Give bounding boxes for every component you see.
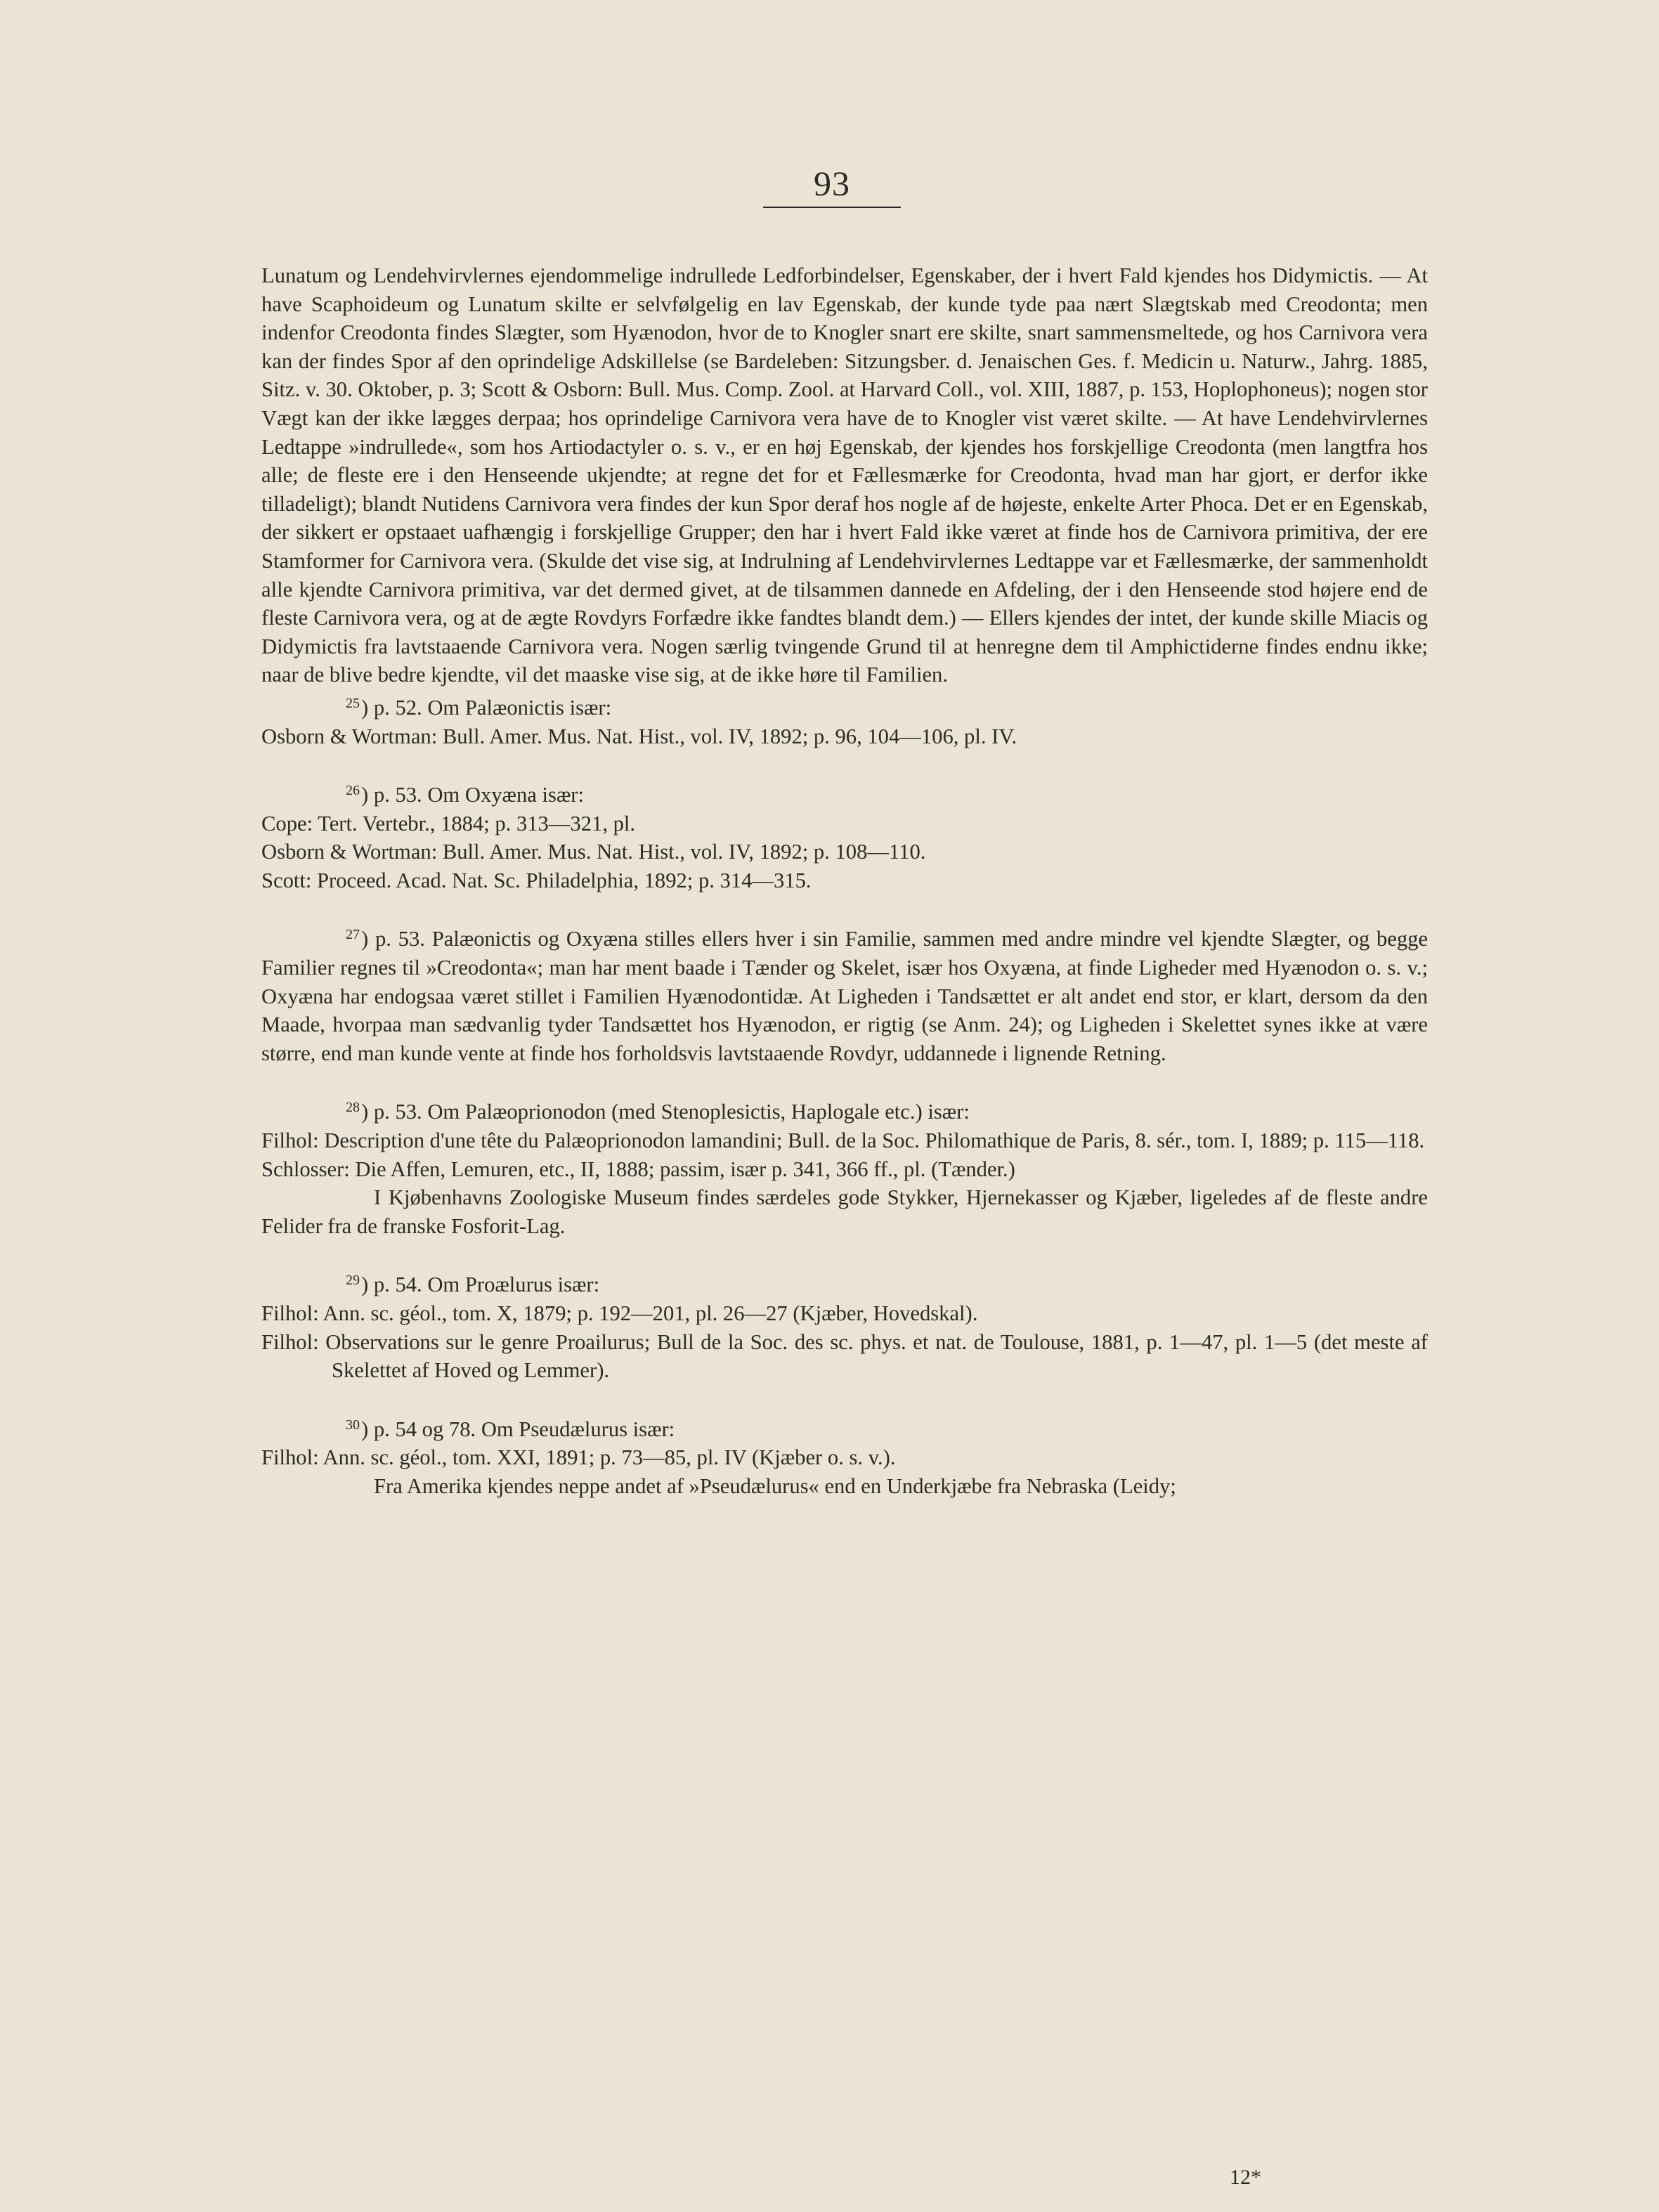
reference-line: Filhol: Ann. sc. géol., tom. XXI, 1891; p. 73—85, pl. IV (Kjæber o. s. v.). — [261, 1445, 896, 1470]
note-number: 27 — [346, 927, 360, 943]
note-heading: $^{26}$) p. 53. Om Oxyæna især: — [346, 783, 584, 807]
note-heading-text: p. 54. Om Proælurus især: — [373, 1273, 600, 1297]
note-remark: Fra Amerika kjendes neppe andet af »Pseudælurus« end en Underkjæbe fra Nebraska (Leidy; — [374, 1473, 1176, 1498]
note-heading: $^{27}$) p. 53. Palæonictis og Oxyæna stilles ellers hver i sin Familie, sammen med andre mindre vel kjendte Slægter, og begge Familier regnes til »Creodonta«; man har ment baade i Tænder og Skelet, især hos Oxyæna, at finde Ligheder med Hyænodon o. s. v.; Oxyæna har endogsaa været stillet i Familien Hyænodontidæ. At Ligheden i Tandsættet er alt andet end stor, er klart, dersom da den Maade, hvorpaa man sædvanlig tyder Tandsættet hos Hyænodon, er rigtig (se Anm. 24); og Ligheden i Skelettet synes ikke at være større, end man kunde vente at finde hos forholdsvis lavtstaaende Rovdyr, uddannede i lignende Retning. — [261, 927, 1428, 1065]
note-heading-text: p. 53. Om Palæoprionodon (med Stenoplesictis, Haplogale etc.) især: — [373, 1100, 970, 1124]
reference-line: Filhol: Description d'une tête du Palæoprionodon lamandini; Bull. de la Soc. Philomathique de Paris, 8. sér., tom. I, 1889; p. 115—118. — [261, 1128, 1425, 1153]
signature-mark: 12* — [1230, 2166, 1261, 2189]
reference-line: Scott: Proceed. Acad. Nat. Sc. Philadelphia, 1892; p. 314—315. — [261, 868, 812, 892]
note-heading: $^{28}$) p. 53. Om Palæoprionodon (med Stenoplesictis, Haplogale etc.) især: — [346, 1100, 970, 1124]
reference-line: Cope: Tert. Vertebr., 1884; p. 313—321, pl. — [261, 811, 636, 835]
reference-line: Schlosser: Die Affen, Lemuren, etc., II, 1888; passim, især p. 341, 366 ff., pl. (Tænder.) — [261, 1157, 1015, 1181]
intro-paragraph: Lunatum og Lendehvirvlernes ejendommelige indrullede Ledforbindelser, Egenskaber, der i hvert Fald kjendes hos Didymictis. — At have Scaphoideum og Lunatum skilte er selvfølgelig en lav Egenskab, der kunde tyde paa nært Slægtskab med Creodonta; men indenfor Creodonta findes Slægter, som Hyænodon, hvor de to Knogler snart ere skilte, snart sammensmeltede, og hos Carnivora vera kan der findes Spor af den oprindelige Adskillelse (se Bardeleben: Sitzungsber. d. Jenaischen Ges. f. Medicin u. Naturw., Jahrg. 1885, Sitz. v. 30. Oktober, p. 3; Scott & Osborn: Bull. Mus. Comp. Zool. at Harvard Coll., vol. XIII, 1887, p. 153, Hoplophoneus); nogen stor Vægt kan der ikke lægges derpaa; hos oprindelige Carnivora vera have de to Knogler vist været skilte. — At have Lendehvirvlernes Ledtappe »indrullede«, som hos Artiodactyler o. s. v., er en høj Egenskab, der kjendes hos forskjellige Creodonta (men langtfra hos alle; de fleste ere i den Henseende ukjendte; at regne det for et Fællesmærke for Creodonta, hvad man har gjort, er derfor ikke tilladeligt); blandt Nutidens Carnivora vera findes der kun Spor deraf hos nogle af de højeste, enkelte Arter Phoca. Det er en Egenskab, der sikkert er opstaaet uafhængig i forskjellige Grupper; den har i hvert Fald ikke været at finde hos de Carnivora primitiva, der ere Stamformer for Carnivora vera. (Skulde det vise sig, at Indrulning af Lendehvirvlernes Ledtappe var et Fællesmærke, der sammenholdt alle kjendte Carnivora primitiva, var det dermed givet, at de tilsammen dannede en Afdeling, der i den Henseende stod højere end de fleste Carnivora vera, og at de ægte Rovdyrs Forfædre ikke fandtes blandt dem.) — Ellers kjendes der intet, der kunde skille Miacis og Didymictis fra lavtstaaende Carnivora vera. Nogen særlig tvingende Grund til at henregne dem til Amphictiderne findes endnu ikke; naar de blive bedre kjendte, vil det maaske vise sig, at de ikke høre til Familien. — [261, 264, 1428, 687]
page-number: 93 — [763, 163, 901, 208]
note-27 — [261, 920, 1428, 1067]
note-30 — [261, 1411, 1428, 1501]
reference-line: Filhol: Observations sur le genre Proailurus; Bull de la Soc. des sc. phys. et nat. de Toulouse, 1881, p. 1—47, pl. 1—5 (det meste af Skelettet af Hoved og Lemmer). — [261, 1329, 1428, 1383]
note-29 — [261, 1266, 1428, 1384]
note-remark: I Kjøbenhavns Zoologiske Museum findes særdeles gode Stykker, Hjernekasser og Kjæber, ligeledes af de fleste andre Felider fra de franske Fosforit-Lag. — [261, 1185, 1428, 1238]
note-heading-text: p. 53. Om Oxyæna især: — [373, 783, 584, 807]
page-body — [261, 261, 1428, 1527]
note-number: 28 — [346, 1100, 360, 1116]
note-heading-text: p. 52. Om Palæonictis især: — [373, 695, 612, 720]
note-number: 26 — [346, 783, 360, 799]
note-28 — [261, 1093, 1428, 1240]
note-number: 29 — [346, 1273, 360, 1289]
note-number: 30 — [346, 1417, 360, 1433]
note-number: 25 — [346, 695, 360, 711]
note-heading-text: p. 53. Palæonictis og Oxyæna stilles ellers hver i sin Familie, sammen med andre mindre vel kjendte Slægter, og begge Familier regnes til »Creodonta«; man har ment baade i Tænder og Skelet, især hos Oxyæna, at finde Ligheder med Hyænodon o. s. v.; Oxyæna har endogsaa været stillet i Familien Hyænodontidæ. At Ligheden i Tandsættet er alt andet end stor, er klart, dersom da den Maade, hvorpaa man sædvanlig tyder Tandsættet hos Hyænodon, er rigtig (se Anm. 24); og Ligheden i Skelettet synes ikke at være større, end man kunde vente at finde hos forholdsvis lavtstaaende Rovdyr, uddannede i lignende Retning. — [261, 927, 1428, 1065]
note-heading-text: p. 54 og 78. Om Pseudælurus især: — [373, 1417, 675, 1441]
note-26 — [261, 776, 1428, 894]
note-25 — [261, 689, 1428, 750]
note-heading: $^{30}$) p. 54 og 78. Om Pseudælurus især: — [346, 1417, 675, 1441]
note-heading: $^{25}$) p. 52. Om Palæonictis især: — [346, 695, 612, 720]
reference-line: Filhol: Ann. sc. géol., tom. X, 1879; p. 192—201, pl. 26—27 (Kjæber, Hovedskal). — [261, 1301, 978, 1325]
reference-line: Osborn & Wortman: Bull. Amer. Mus. Nat. Hist., vol. IV, 1892; p. 108—110. — [261, 840, 926, 864]
note-heading: $^{29}$) p. 54. Om Proælurus især: — [346, 1273, 600, 1297]
reference-line: Osborn & Wortman: Bull. Amer. Mus. Nat. Hist., vol. IV, 1892; p. 96, 104—106, pl. IV. — [261, 724, 1017, 748]
